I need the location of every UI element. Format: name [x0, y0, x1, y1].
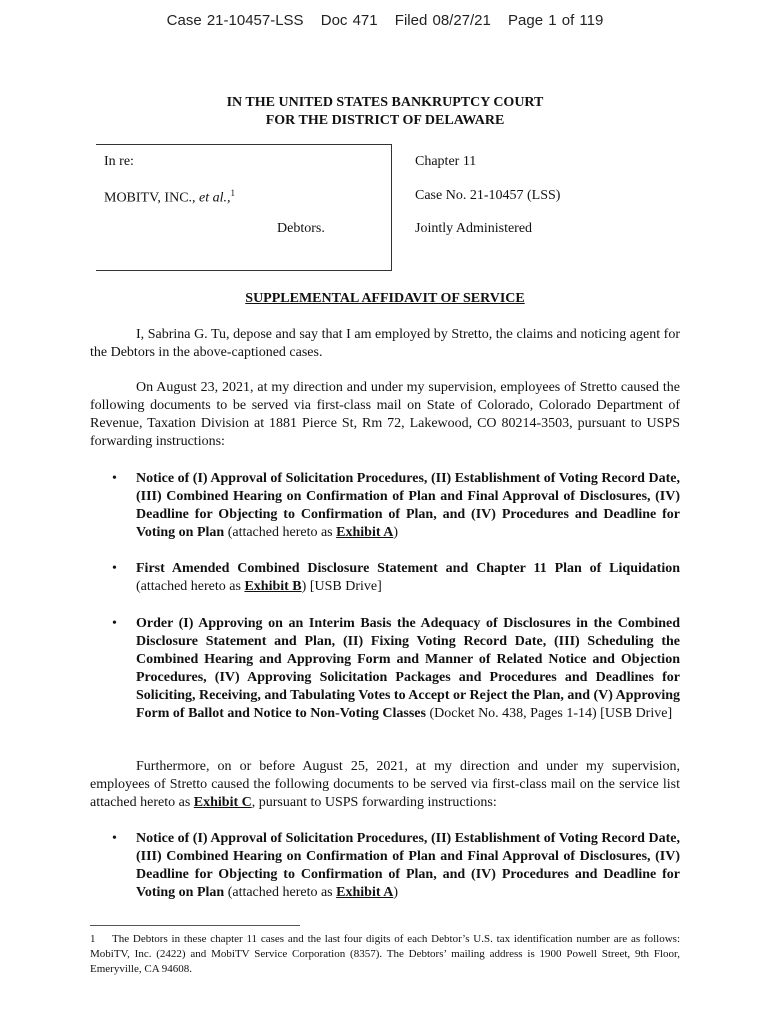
exhibit-c-ref: Exhibit C: [193, 795, 252, 810]
doc-number: Doc 471: [320, 12, 378, 29]
footnote-number: 1: [90, 933, 96, 945]
jointly-administered-label: Jointly Administered: [415, 221, 533, 236]
paragraph-1: I, Sabrina G. Tu, depose and say that I am employed by Stretto, the claims and noticing agent for the Debtors in the above-captioned cases.: [90, 327, 680, 360]
caption-box: [96, 144, 392, 271]
filing-header: [0, 12, 770, 29]
footnote-ref: 1: [230, 188, 236, 198]
bullet-dot: •: [112, 831, 117, 846]
exhibit-b-ref: Exhibit B: [244, 579, 302, 594]
debtor-name-text: MOBITV, INC.,: [104, 190, 200, 206]
exhibit-a-ref: Exhibit A: [336, 885, 394, 900]
bullet-1-post: ): [393, 525, 399, 540]
bullet-dot: •: [112, 561, 117, 576]
et-al-text: et al.,: [199, 190, 231, 206]
chapter-label: Chapter 11: [415, 154, 477, 169]
bullet-dot: •: [112, 471, 117, 486]
bullet-item-1: [136, 470, 680, 542]
bullet-dot: •: [112, 616, 117, 631]
bullet-1-pre: (attached hereto as: [224, 525, 337, 540]
page-number: Page 1 of 119: [508, 12, 604, 29]
bullet-item-2: [136, 560, 680, 596]
footnote-text: The Debtors in these chapter 11 cases and the last four digits of each Debtor’s U.S. tax identification number are as follows: MobiTV, Inc. (2422) and MobiTV Service Corporation (8357). The Debtors’ mailing address is 1900 Powell Street, 9th Floor, Emeryville, CA 94608.: [90, 933, 680, 975]
bullet-4-title: Notice of (I) Approval of Solicitation Procedures, (II) Establishment of Voting Record Date, (III) Combined Hearing on Confirmation of Plan and Final Approval of Disclosures, (IV) Deadline for Objecting to Confirmation of Plan, and (IV) Procedures and Deadline for Voting on Plan: [136, 831, 680, 900]
case-number: Case 21-10457-LSS: [166, 12, 304, 29]
bullet-item-4: [136, 830, 680, 902]
footnote-divider: [90, 925, 300, 926]
bullet-3-post: (Docket No. 438, Pages 1-14) [USB Drive]: [425, 706, 673, 721]
bullet-2-title: First Amended Combined Disclosure Statement and Chapter 11 Plan of Liquidation: [136, 561, 680, 576]
court-name-line1: IN THE UNITED STATES BANKRUPTCY COURT: [226, 95, 544, 110]
court-name-line2: FOR THE DISTRICT OF DELAWARE: [265, 113, 505, 128]
paragraph-3: [90, 758, 680, 812]
bullet-2-pre: (attached hereto as: [136, 579, 245, 594]
in-re-label: In re:: [104, 154, 134, 169]
bullet-4-post: ): [393, 885, 399, 900]
bullet-1-title: Notice of (I) Approval of Solicitation Procedures, (II) Establishment of Voting Record Date, (III) Combined Hearing on Confirmation of Plan and Final Approval of Disclosures, (IV) Deadline for Objecting to Confirmation of Plan, and (IV) Procedures and Deadline for Voting on Plan: [136, 471, 680, 540]
filed-date: Filed 08/27/21: [394, 12, 491, 29]
document-title: SUPPLEMENTAL AFFIDAVIT OF SERVICE: [245, 291, 525, 306]
footnote: [90, 932, 680, 977]
bullet-2-post: ) [USB Drive]: [301, 579, 382, 594]
case-no-label: Case No. 21-10457 (LSS): [415, 188, 561, 203]
bullet-3-title: Order (I) Approving on an Interim Basis the Adequacy of Disclosures in the Combined Disclosure Statement and Plan, (II) Fixing Voting Record Date, (III) Scheduling the Combined Hearing and Approving Form and Manner of Related Notice and Objection Procedures, (IV) Approving Solicitation Packages and Procedures and Deadlines for Soliciting, Receiving, and Tabulating Votes to Accept or Reject the Plan, and (V) Approving Form of Ballot and Notice to Non-Voting Classes: [136, 616, 680, 721]
paragraph-3-post: , pursuant to USPS forwarding instructions:: [251, 795, 497, 810]
debtors-label: Debtors.: [277, 221, 325, 236]
exhibit-a-ref: Exhibit A: [336, 525, 394, 540]
bullet-item-3: [136, 615, 680, 723]
debtor-name: [104, 188, 235, 207]
paragraph-3-pre: Furthermore, on or before August 25, 2021, at my direction and under my supervision, employees of Stretto caused the following documents to be served via first-class mail on the service list attached hereto as: [90, 759, 680, 810]
bullet-4-pre: (attached hereto as: [224, 885, 337, 900]
paragraph-2: On August 23, 2021, at my direction and under my supervision, employees of Stretto caused the following documents to be served via first-class mail on State of Colorado, Colorado Department of Revenue, Taxation Division at 1881 Pierce St, Rm 72, Lakewood, CO 80214-3503, pursuant to USPS forwarding instructions:: [90, 380, 680, 449]
